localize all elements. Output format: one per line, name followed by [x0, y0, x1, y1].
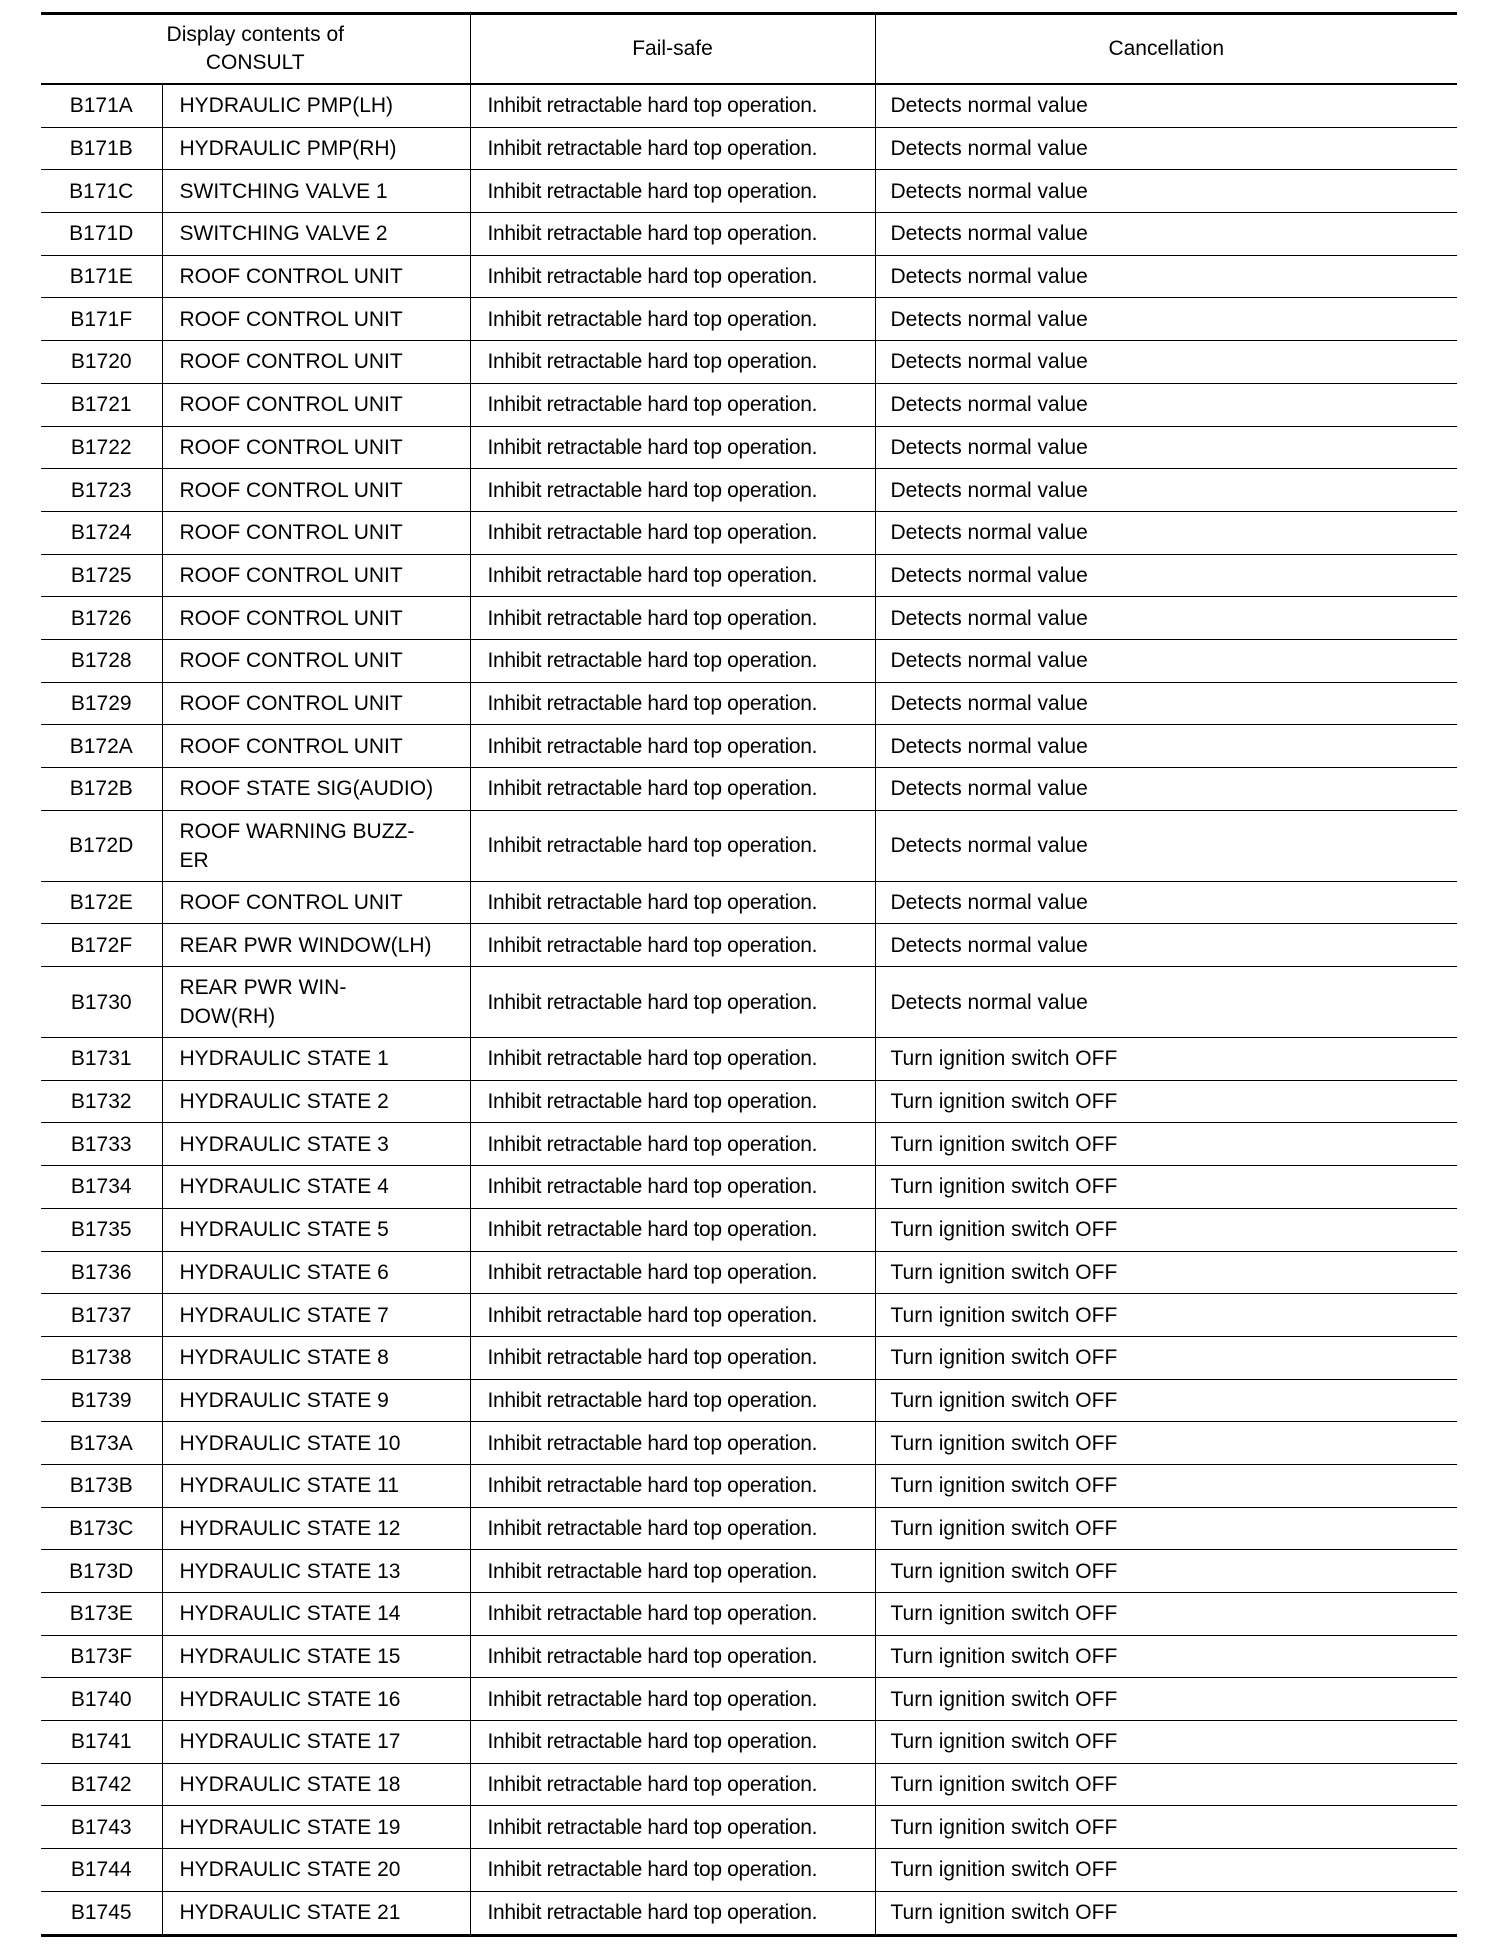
table-row [41, 639, 1457, 682]
table-row [41, 1422, 1457, 1465]
fail-safe-action: Inhibit retractable hard top operation. [470, 1336, 875, 1379]
display-item-name [162, 341, 470, 384]
display-item-name-line: HYDRAULIC STATE 17 [179, 1730, 401, 1754]
cancellation-condition: Detects normal value [875, 298, 1457, 341]
table-row [41, 682, 1457, 725]
cancellation-condition: Turn ignition switch OFF [875, 1123, 1457, 1166]
dtc-code: B1720 [41, 341, 162, 384]
dtc-code: B172B [41, 768, 162, 811]
fail-safe-action: Inhibit retractable hard top operation. [470, 1251, 875, 1294]
dtc-code: B171E [41, 255, 162, 298]
dtc-code: B1722 [41, 426, 162, 469]
display-item-name-line: ROOF STATE SIG(AUDIO) [179, 777, 434, 801]
table-row [41, 554, 1457, 597]
fail-safe-action: Inhibit retractable hard top operation. [470, 383, 875, 426]
display-item-name [162, 1123, 470, 1166]
dtc-code: B1733 [41, 1123, 162, 1166]
table-row [41, 1208, 1457, 1251]
cancellation-condition: Turn ignition switch OFF [875, 1251, 1457, 1294]
table-row [41, 298, 1457, 341]
fail-safe-table [41, 12, 1457, 1937]
table-row [41, 127, 1457, 170]
table-row [41, 1721, 1457, 1764]
display-item-name [162, 298, 470, 341]
dtc-code: B1744 [41, 1849, 162, 1892]
fail-safe-action: Inhibit retractable hard top operation. [470, 84, 875, 127]
display-item-name [162, 469, 470, 512]
display-item-name-line: ROOF WARNING BUZZ- [179, 819, 415, 843]
fail-safe-action: Inhibit retractable hard top operation. [470, 1763, 875, 1806]
dtc-code: B171D [41, 213, 162, 256]
table-header-row [41, 14, 1457, 85]
display-item-name [162, 1849, 470, 1892]
fail-safe-action: Inhibit retractable hard top operation. [470, 1550, 875, 1593]
table-row [41, 1635, 1457, 1678]
display-item-name [162, 170, 470, 213]
cancellation-condition: Detects normal value [875, 213, 1457, 256]
dtc-code: B1723 [41, 469, 162, 512]
dtc-code: B172E [41, 881, 162, 924]
header-display-contents [41, 14, 470, 85]
display-item-name [162, 1379, 470, 1422]
table-row [41, 1123, 1457, 1166]
dtc-code: B1732 [41, 1080, 162, 1123]
table-row [41, 1080, 1457, 1123]
display-item-name-line: HYDRAULIC STATE 3 [179, 1132, 389, 1156]
table-row [41, 1678, 1457, 1721]
cancellation-condition: Detects normal value [875, 682, 1457, 725]
dtc-code: B173C [41, 1507, 162, 1550]
cancellation-condition: Detects normal value [875, 127, 1457, 170]
dtc-code: B173F [41, 1635, 162, 1678]
dtc-code: B173B [41, 1464, 162, 1507]
table-row [41, 1294, 1457, 1337]
dtc-code: B1740 [41, 1678, 162, 1721]
display-item-name [162, 127, 470, 170]
display-item-name-line: ROOF CONTROL UNIT [179, 307, 403, 331]
dtc-code: B1728 [41, 639, 162, 682]
display-item-name-line: ROOF CONTROL UNIT [179, 478, 403, 502]
fail-safe-action: Inhibit retractable hard top operation. [470, 597, 875, 640]
display-item-name [162, 1763, 470, 1806]
fail-safe-action: Inhibit retractable hard top operation. [470, 1721, 875, 1764]
dtc-code: B171A [41, 84, 162, 127]
fail-safe-action: Inhibit retractable hard top operation. [470, 1294, 875, 1337]
display-item-name-line: ER [179, 848, 209, 872]
display-item-name-line: DOW(RH) [179, 1005, 276, 1029]
dtc-code: B1743 [41, 1806, 162, 1849]
dtc-code: B171C [41, 170, 162, 213]
display-item-name [162, 511, 470, 554]
display-item-name-line: ROOF CONTROL UNIT [179, 435, 403, 459]
header-display-line1: Display contents of [166, 23, 344, 46]
table-row [41, 1507, 1457, 1550]
table-row [41, 1593, 1457, 1636]
display-item-name [162, 639, 470, 682]
dtc-code: B171B [41, 127, 162, 170]
table-row [41, 1806, 1457, 1849]
fail-safe-action: Inhibit retractable hard top operation. [470, 1464, 875, 1507]
cancellation-condition: Detects normal value [875, 768, 1457, 811]
fail-safe-action: Inhibit retractable hard top operation. [470, 810, 875, 881]
display-item-name-line: SWITCHING VALVE 1 [179, 179, 388, 203]
fail-safe-action: Inhibit retractable hard top operation. [470, 426, 875, 469]
dtc-code: B172A [41, 725, 162, 768]
fail-safe-action: Inhibit retractable hard top operation. [470, 967, 875, 1038]
cancellation-condition: Detects normal value [875, 810, 1457, 881]
fail-safe-action: Inhibit retractable hard top operation. [470, 682, 875, 725]
display-item-name-line: ROOF CONTROL UNIT [179, 521, 403, 545]
display-item-name [162, 967, 470, 1038]
cancellation-condition: Turn ignition switch OFF [875, 1550, 1457, 1593]
dtc-code: B1735 [41, 1208, 162, 1251]
table-row [41, 426, 1457, 469]
display-item-name-line: HYDRAULIC STATE 7 [179, 1303, 389, 1327]
cancellation-condition: Turn ignition switch OFF [875, 1635, 1457, 1678]
cancellation-condition: Turn ignition switch OFF [875, 1336, 1457, 1379]
cancellation-condition: Turn ignition switch OFF [875, 1806, 1457, 1849]
dtc-code: B1731 [41, 1038, 162, 1081]
dtc-code: B1738 [41, 1336, 162, 1379]
cancellation-condition: Turn ignition switch OFF [875, 1422, 1457, 1465]
cancellation-condition: Detects normal value [875, 967, 1457, 1038]
dtc-code: B1734 [41, 1166, 162, 1209]
fail-safe-action: Inhibit retractable hard top operation. [470, 924, 875, 967]
display-item-name-line: HYDRAULIC STATE 11 [179, 1474, 399, 1498]
cancellation-condition: Turn ignition switch OFF [875, 1166, 1457, 1209]
cancellation-condition: Turn ignition switch OFF [875, 1507, 1457, 1550]
display-item-name [162, 597, 470, 640]
fail-safe-action: Inhibit retractable hard top operation. [470, 1166, 875, 1209]
cancellation-condition: Detects normal value [875, 725, 1457, 768]
fail-safe-action: Inhibit retractable hard top operation. [470, 1593, 875, 1636]
display-item-name-line: HYDRAULIC STATE 5 [179, 1218, 389, 1242]
table-row [41, 1251, 1457, 1294]
dtc-code: B1741 [41, 1721, 162, 1764]
table-row [41, 341, 1457, 384]
table-row [41, 469, 1457, 512]
cancellation-condition: Turn ignition switch OFF [875, 1721, 1457, 1764]
fail-safe-action: Inhibit retractable hard top operation. [470, 127, 875, 170]
table-row [41, 1336, 1457, 1379]
display-item-name-line: HYDRAULIC STATE 16 [179, 1687, 401, 1711]
dtc-code: B1739 [41, 1379, 162, 1422]
display-item-name-line: HYDRAULIC STATE 20 [179, 1858, 401, 1882]
display-item-name-line: ROOF CONTROL UNIT [179, 691, 403, 715]
display-item-name-line: REAR PWR WIN- [179, 976, 347, 1000]
fail-safe-action: Inhibit retractable hard top operation. [470, 1806, 875, 1849]
display-item-name-line: HYDRAULIC STATE 13 [179, 1559, 401, 1583]
display-item-name [162, 1251, 470, 1294]
table-row [41, 597, 1457, 640]
fail-safe-action: Inhibit retractable hard top operation. [470, 768, 875, 811]
table-row [41, 383, 1457, 426]
display-item-name [162, 1422, 470, 1465]
display-item-name-line: HYDRAULIC STATE 19 [179, 1815, 401, 1839]
dtc-code: B1742 [41, 1763, 162, 1806]
display-item-name-line: HYDRAULIC STATE 9 [179, 1388, 389, 1412]
cancellation-condition: Turn ignition switch OFF [875, 1379, 1457, 1422]
cancellation-condition: Turn ignition switch OFF [875, 1208, 1457, 1251]
display-item-name [162, 1208, 470, 1251]
display-item-name [162, 1721, 470, 1764]
table-row [41, 213, 1457, 256]
display-item-name-line: HYDRAULIC STATE 12 [179, 1516, 401, 1540]
display-item-name [162, 725, 470, 768]
fail-safe-action: Inhibit retractable hard top operation. [470, 1080, 875, 1123]
display-item-name-line: HYDRAULIC STATE 1 [179, 1047, 389, 1071]
dtc-code: B1745 [41, 1891, 162, 1935]
dtc-code: B1721 [41, 383, 162, 426]
display-item-name-line: HYDRAULIC STATE 15 [179, 1645, 401, 1669]
display-item-name [162, 213, 470, 256]
cancellation-condition: Detects normal value [875, 554, 1457, 597]
cancellation-condition: Turn ignition switch OFF [875, 1080, 1457, 1123]
fail-safe-action: Inhibit retractable hard top operation. [470, 639, 875, 682]
display-item-name [162, 383, 470, 426]
header-display-line2: CONSULT [205, 51, 305, 74]
display-item-name-line: ROOF CONTROL UNIT [179, 734, 403, 758]
dtc-code: B1737 [41, 1294, 162, 1337]
display-item-name [162, 1464, 470, 1507]
display-item-name-line: HYDRAULIC STATE 21 [179, 1901, 401, 1925]
cancellation-condition: Detects normal value [875, 255, 1457, 298]
table-row [41, 1379, 1457, 1422]
table-row [41, 1550, 1457, 1593]
dtc-code: B173E [41, 1593, 162, 1636]
display-item-name [162, 1635, 470, 1678]
table-row [41, 881, 1457, 924]
cancellation-condition: Turn ignition switch OFF [875, 1891, 1457, 1935]
table-row [41, 170, 1457, 213]
header-cancellation: Cancellation [875, 14, 1457, 85]
table-row [41, 725, 1457, 768]
display-item-name [162, 1294, 470, 1337]
display-item-name-line: ROOF CONTROL UNIT [179, 606, 403, 630]
fail-safe-action: Inhibit retractable hard top operation. [470, 1849, 875, 1892]
fail-safe-action: Inhibit retractable hard top operation. [470, 1422, 875, 1465]
fail-safe-action: Inhibit retractable hard top operation. [470, 255, 875, 298]
fail-safe-action: Inhibit retractable hard top operation. [470, 1891, 875, 1935]
display-item-name-line: HYDRAULIC STATE 8 [179, 1346, 389, 1370]
table-row [41, 511, 1457, 554]
display-item-name-line: HYDRAULIC STATE 18 [179, 1773, 401, 1797]
fail-safe-action: Inhibit retractable hard top operation. [470, 511, 875, 554]
dtc-code: B172F [41, 924, 162, 967]
display-item-name-line: HYDRAULIC STATE 4 [179, 1175, 389, 1199]
display-item-name [162, 1166, 470, 1209]
display-item-name-line: HYDRAULIC STATE 14 [179, 1602, 401, 1626]
dtc-code: B1730 [41, 967, 162, 1038]
display-item-name-line: ROOF CONTROL UNIT [179, 265, 403, 289]
fail-safe-action: Inhibit retractable hard top operation. [470, 881, 875, 924]
cancellation-condition: Detects normal value [875, 597, 1457, 640]
display-item-name-line: HYDRAULIC PMP(RH) [179, 137, 397, 161]
fail-safe-action: Inhibit retractable hard top operation. [470, 298, 875, 341]
cancellation-condition: Turn ignition switch OFF [875, 1464, 1457, 1507]
table-row [41, 967, 1457, 1038]
dtc-code: B173D [41, 1550, 162, 1593]
dtc-code: B1724 [41, 511, 162, 554]
table-row [41, 1763, 1457, 1806]
display-item-name [162, 255, 470, 298]
display-item-name [162, 84, 470, 127]
table-row [41, 924, 1457, 967]
display-item-name [162, 1336, 470, 1379]
display-item-name-line: ROOF CONTROL UNIT [179, 350, 403, 374]
dtc-code: B172D [41, 810, 162, 881]
fail-safe-action: Inhibit retractable hard top operation. [470, 170, 875, 213]
display-item-name-line: HYDRAULIC STATE 2 [179, 1090, 389, 1114]
fail-safe-action: Inhibit retractable hard top operation. [470, 1038, 875, 1081]
fail-safe-action: Inhibit retractable hard top operation. [470, 469, 875, 512]
display-item-name [162, 924, 470, 967]
display-item-name-line: REAR PWR WINDOW(LH) [179, 933, 432, 957]
display-item-name-line: ROOF CONTROL UNIT [179, 393, 403, 417]
cancellation-condition: Detects normal value [875, 383, 1457, 426]
display-item-name-line: ROOF CONTROL UNIT [179, 891, 403, 915]
display-item-name [162, 682, 470, 725]
display-item-name [162, 1891, 470, 1935]
cancellation-condition: Turn ignition switch OFF [875, 1593, 1457, 1636]
display-item-name [162, 1080, 470, 1123]
dtc-code: B171F [41, 298, 162, 341]
table-row [41, 1166, 1457, 1209]
table-body [41, 84, 1457, 1935]
table-row [41, 1891, 1457, 1935]
display-item-name [162, 1550, 470, 1593]
cancellation-condition: Turn ignition switch OFF [875, 1678, 1457, 1721]
cancellation-condition: Detects normal value [875, 469, 1457, 512]
fail-safe-action: Inhibit retractable hard top operation. [470, 1635, 875, 1678]
table-row [41, 1464, 1457, 1507]
table-row [41, 255, 1457, 298]
cancellation-condition: Detects normal value [875, 639, 1457, 682]
table-row [41, 768, 1457, 811]
display-item-name [162, 810, 470, 881]
display-item-name [162, 1806, 470, 1849]
display-item-name [162, 1507, 470, 1550]
table-row [41, 810, 1457, 881]
dtc-code: B1729 [41, 682, 162, 725]
display-item-name [162, 881, 470, 924]
display-item-name-line: HYDRAULIC PMP(LH) [179, 94, 394, 118]
fail-safe-action: Inhibit retractable hard top operation. [470, 1208, 875, 1251]
fail-safe-action: Inhibit retractable hard top operation. [470, 725, 875, 768]
fail-safe-action: Inhibit retractable hard top operation. [470, 1678, 875, 1721]
fail-safe-action: Inhibit retractable hard top operation. [470, 341, 875, 384]
display-item-name [162, 768, 470, 811]
display-item-name [162, 1593, 470, 1636]
dtc-code: B1736 [41, 1251, 162, 1294]
display-item-name-line: ROOF CONTROL UNIT [179, 563, 403, 587]
fail-safe-action: Inhibit retractable hard top operation. [470, 1507, 875, 1550]
display-item-name-line: ROOF CONTROL UNIT [179, 649, 403, 673]
dtc-code: B173A [41, 1422, 162, 1465]
display-item-name [162, 426, 470, 469]
fail-safe-action: Inhibit retractable hard top operation. [470, 554, 875, 597]
table-row [41, 1038, 1457, 1081]
display-item-name [162, 1678, 470, 1721]
table-row [41, 1849, 1457, 1892]
dtc-code: B1725 [41, 554, 162, 597]
display-item-name-line: SWITCHING VALVE 2 [179, 222, 388, 246]
cancellation-condition: Turn ignition switch OFF [875, 1763, 1457, 1806]
display-item-name-line: HYDRAULIC STATE 6 [179, 1260, 389, 1284]
display-item-name-line: HYDRAULIC STATE 10 [179, 1431, 401, 1455]
cancellation-condition: Detects normal value [875, 511, 1457, 554]
display-item-name [162, 1038, 470, 1081]
dtc-code: B1726 [41, 597, 162, 640]
cancellation-condition: Detects normal value [875, 881, 1457, 924]
display-item-name [162, 554, 470, 597]
cancellation-condition: Detects normal value [875, 426, 1457, 469]
table-row [41, 84, 1457, 127]
cancellation-condition: Detects normal value [875, 341, 1457, 384]
cancellation-condition: Turn ignition switch OFF [875, 1038, 1457, 1081]
header-fail-safe: Fail-safe [470, 14, 875, 85]
fail-safe-action: Inhibit retractable hard top operation. [470, 213, 875, 256]
cancellation-condition: Turn ignition switch OFF [875, 1849, 1457, 1892]
cancellation-condition: Detects normal value [875, 170, 1457, 213]
cancellation-condition: Turn ignition switch OFF [875, 1294, 1457, 1337]
fail-safe-action: Inhibit retractable hard top operation. [470, 1123, 875, 1166]
cancellation-condition: Detects normal value [875, 924, 1457, 967]
cancellation-condition: Detects normal value [875, 84, 1457, 127]
fail-safe-action: Inhibit retractable hard top operation. [470, 1379, 875, 1422]
